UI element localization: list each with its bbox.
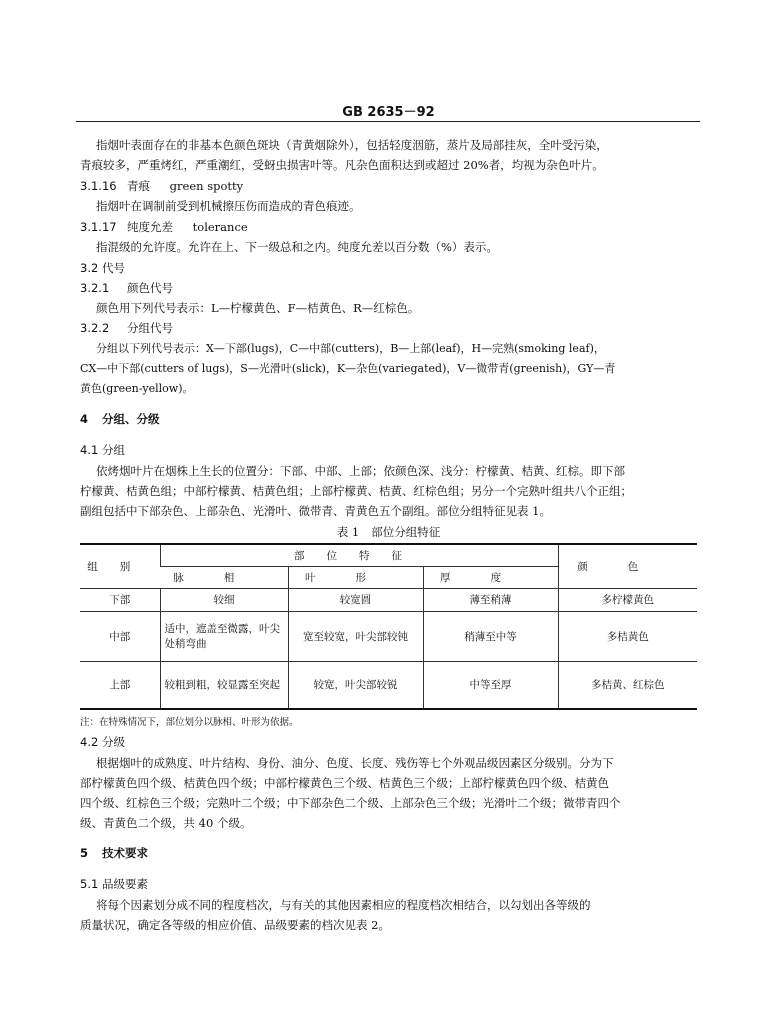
paragraph-line: 柠檬黄、桔黄色组；中部柠檬黄、桔黄色组；上部柠檬黄、桔黄、红棕色组；另分一个完熟叶组共八个正组； [80,484,632,498]
section-4-2-heading: 4.2 分级 [80,735,125,749]
paragraph-line: 四个级、红棕色三个级；完熟叶二个级；中下部杂色二个级、上部杂色三个级；光滑叶二个级；微带青四个 [80,796,621,810]
section-4-1-heading: 4.1 分组 [80,443,125,457]
paragraph-line: 青痕较多，严重烤红，严重潮红，受蚜虫损害叶等。凡杂色面积达到或超过 20%者，均视为杂色叶片。 [80,158,604,172]
paragraph-line: 将每个因素划分成不同的程度档次，与有关的其他因素相应的程度档次相结合，以勾划出各等级的 [96,898,591,912]
header-rule [76,121,700,122]
paragraph-line: 指烟叶在调制前受到机械擦压伤而造成的青色痕迹。 [96,199,361,213]
table-cell-thickness: 稍薄至中等 [423,611,558,661]
table-1-note: 注：在特殊情况下，部位划分以脉相、叶形为依据。 [80,717,299,728]
table-cell-vein: 适中，遮盖至微露，叶尖处稍弯曲 [160,611,288,661]
table-cell-group: 中部 [80,611,160,661]
paragraph-line: 黄色(green-yellow)。 [80,382,194,395]
table-header-group: 组别 [80,544,160,588]
page-header: GB 2635－92 [342,105,435,120]
paragraph-line: 根据烟叶的成熟度、叶片结构、身份、油分、色度、长度、残伤等七个外观品级因素区分级别。分为下 [96,756,614,770]
paragraph-line: 分组以下列代号表示：X—下部(lugs)，C—中部(cutters)，B—上部(leaf)，H—完熟(smoking leaf)， [96,342,605,355]
section-4-heading: 4 分组、分级 [80,412,160,426]
paragraph-line: 依烤烟叶片在烟株上生长的位置分：下部、中部、上部；依颜色深、浅分：柠檬黄、桔黄、红棕。即下部 [96,464,625,478]
paragraph-line: 指混级的允许度。允许在上、下一级总和之内。纯度允差以百分数（%）表示。 [96,240,498,254]
table-cell-shape: 较宽圆 [288,588,423,611]
table-1 [80,543,697,710]
paragraph-line: 颜色用下列代号表示：L—柠檬黄色、F—桔黄色、R—红棕色。 [96,301,420,315]
table-cell-color: 多桔黄、红棕色 [558,661,697,709]
section-3-2-2-heading: 3.2.2 分组代号 [80,321,173,335]
paragraph-line: 副组包括中下部杂色、上部杂色、光滑叶、微带青、青黄色五个副组。部位分组特征见表 1。 [80,504,551,518]
paragraph-line: 指烟叶表面存在的非基本色颜色斑块（青黄烟除外），包括轻度洇筋，蒸片及局部挂灰，全叶受污染， [96,138,608,152]
section-5-1-heading: 5.1 品级要素 [80,877,148,891]
section-3-2-heading: 3.2 代号 [80,261,125,275]
table-row [80,611,697,661]
table-header-vein: 脉相 [160,566,288,588]
table-cell-color: 多柠檬黄色 [558,588,697,611]
table-cell-vein: 较细 [160,588,288,611]
paragraph-line: 部柠檬黄色四个级、桔黄色四个级；中部柠檬黄色三个级、桔黄色三个级；上部柠檬黄色四个级、桔黄色 [80,776,609,790]
table-row [80,588,697,611]
table-cell-vein: 较粗到粗，较显露至突起 [160,661,288,709]
table-cell-thickness: 薄至稍薄 [423,588,558,611]
paragraph-line: 质量状况，确定各等级的相应价值、品级要素的档次见表 2。 [80,918,390,932]
table-cell-group: 下部 [80,588,160,611]
section-3-2-1-heading: 3.2.1 颜色代号 [80,281,173,295]
table-cell-shape: 宽至较宽，叶尖部较钝 [288,611,423,661]
table-cell-group: 上部 [80,661,160,709]
table-cell-thickness: 中等至厚 [423,661,558,709]
table-header-color: 颜色 [558,544,697,588]
table-header-features: 部位特征 [160,544,558,566]
section-3-1-17-heading: 3.1.17 纯度允差 tolerance [80,220,248,234]
table-cell-shape: 较宽，叶尖部较锐 [288,661,423,709]
paragraph-line: CX—中下部(cutters of lugs)，S—光滑叶(slick)，K—杂色(variegated)，V—微带青(greenish)，GY—青 [80,362,616,375]
table-header-thickness: 厚度 [423,566,558,588]
table-cell-color: 多桔黄色 [558,611,697,661]
section-3-1-16-heading: 3.1.16 青痕 green spotty [80,179,244,193]
table-1-caption: 表 1 部位分组特征 [336,525,441,539]
table-header-shape: 叶形 [288,566,423,588]
paragraph-line: 级、青黄色二个级，共 40 个级。 [80,816,252,830]
table-row [80,661,697,709]
section-5-heading: 5 技术要求 [80,846,148,860]
